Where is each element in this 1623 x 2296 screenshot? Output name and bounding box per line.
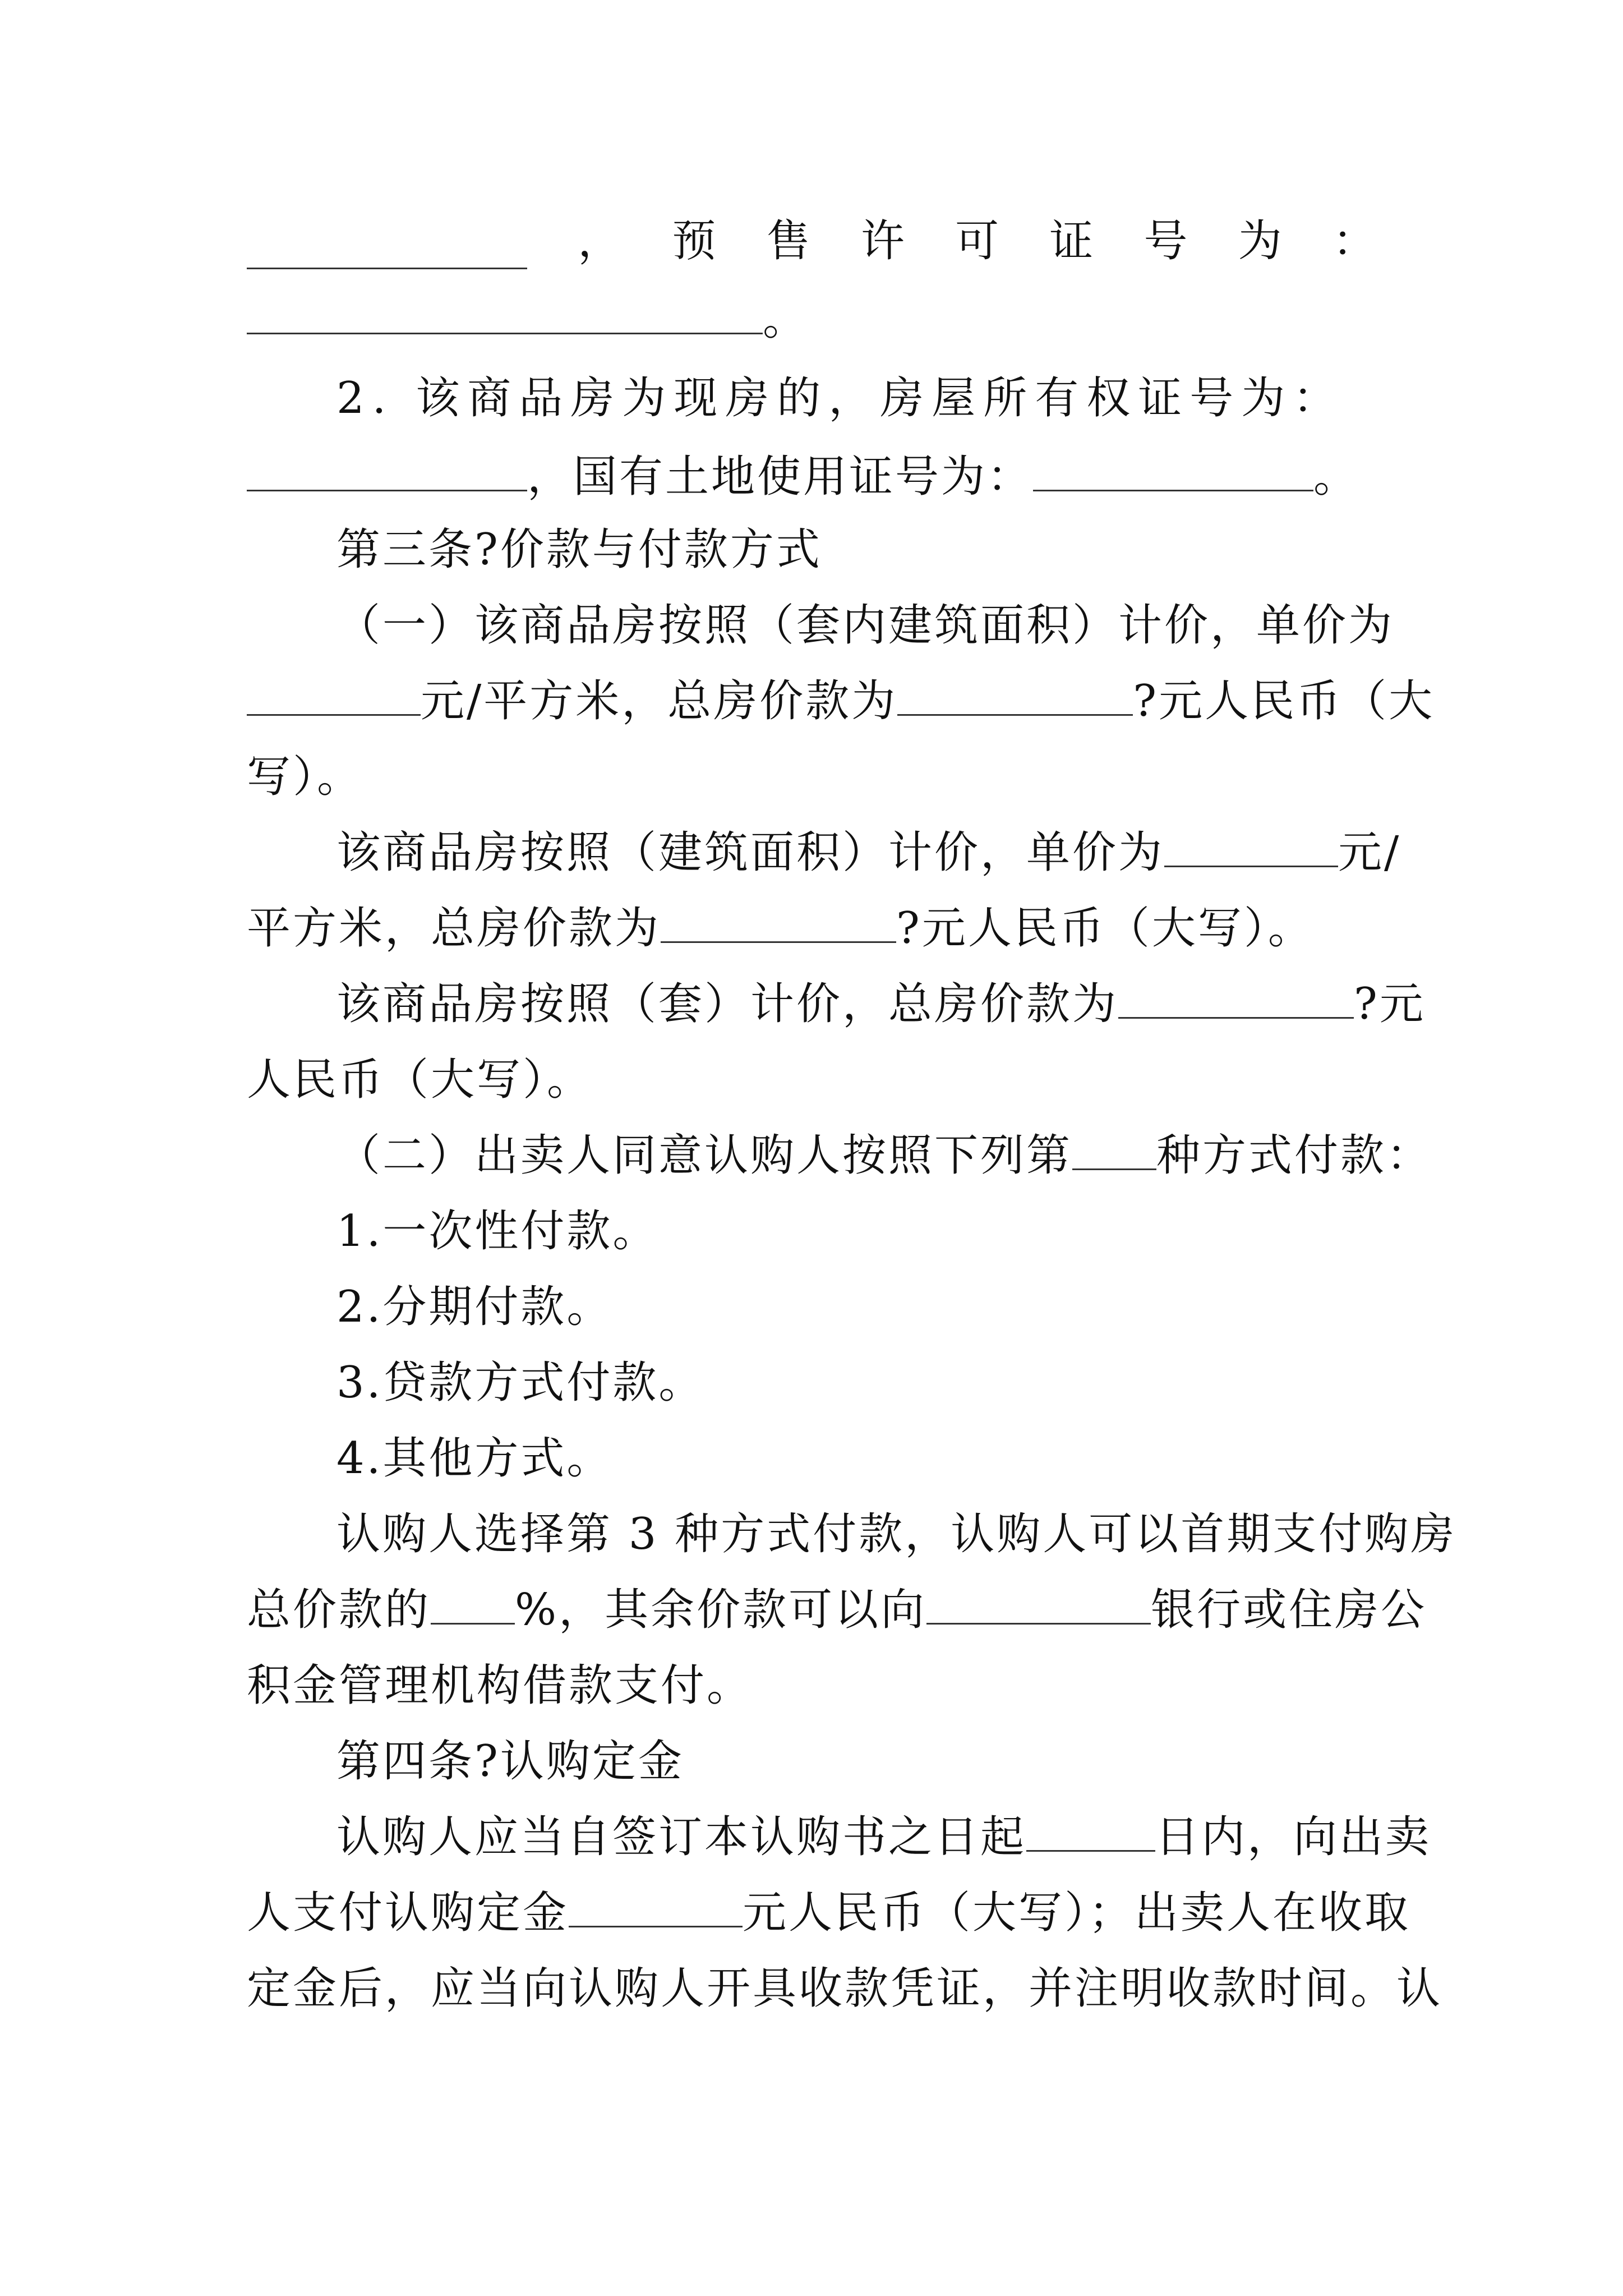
char: 号: [1144, 216, 1188, 266]
blank-field: [247, 675, 421, 716]
line-text: 积金管理机构借款支付。: [247, 1660, 753, 1711]
line-text: 认购人应当自签订本认购书之日起: [336, 1812, 1027, 1862]
blank-field: [431, 1584, 515, 1625]
text-line: [336, 1506, 1456, 1562]
line-text: 第三条?价款与付款方式: [336, 524, 822, 575]
blank-field: [926, 1584, 1151, 1625]
char: 许: [860, 216, 905, 266]
text-line: [247, 1052, 593, 1108]
line-text: 元/平方米，总房价款为: [421, 676, 898, 726]
line-text: 。: [1313, 452, 1360, 502]
line-text: （一）该商品房按照（套内建筑面积）计价，单价为: [336, 600, 1395, 651]
blank-field: [247, 228, 527, 269]
line-text: ，国有土地使用证号为：: [527, 452, 1034, 502]
char: 售: [766, 216, 810, 266]
text-line: [336, 597, 1394, 654]
text-line: [247, 1885, 1410, 1941]
blank-field: [569, 1887, 743, 1927]
blank-field: [1118, 978, 1354, 1019]
line-text: ?元人民币（大写）。: [896, 903, 1314, 954]
line-text: %，其余价款可以向: [515, 1585, 927, 1635]
char: 可: [955, 216, 999, 266]
char: 证: [1049, 216, 1094, 266]
list-item: [336, 1279, 612, 1335]
line-text: 元人民币（大写）；出卖人在收取: [743, 1888, 1411, 1938]
text-line: [247, 749, 363, 805]
text-line: [336, 825, 1401, 881]
line-text: ?元人民币（大: [1133, 676, 1435, 726]
line-text: 元/: [1338, 827, 1401, 878]
text-line: [336, 1809, 1431, 1865]
line-text: 该商品房按照（套）计价，总房价款为: [336, 979, 1119, 1029]
text-line: [336, 370, 1344, 426]
blank-field: [247, 293, 763, 334]
line-text: （二）出卖人同意认购人按照下列第: [336, 1130, 1073, 1181]
line-text: ?元: [1354, 979, 1426, 1029]
char: ：: [1332, 216, 1376, 266]
line-text: 认购人选择第 3 种方式付款，认购人可以首期支付购房: [336, 1509, 1457, 1559]
line-text: 2.分期付款。: [336, 1282, 613, 1332]
line-text: 定金后，应当向认购人开具收款凭证，并注明收款时间。认: [247, 1963, 1443, 2014]
text-line: [247, 1658, 753, 1714]
line-text: 总价款的: [247, 1585, 431, 1635]
line-text: 人民币（大写）。: [247, 1055, 593, 1105]
blank-field: [247, 450, 527, 491]
line-text: 日内，向出卖: [1155, 1812, 1432, 1862]
text-line: [247, 900, 1314, 956]
text-line: [247, 449, 1359, 505]
char: 为: [1238, 216, 1282, 266]
line-text: 该商品房按照（建筑面积）计价，单价为: [336, 827, 1165, 878]
blank-field: [1026, 1811, 1155, 1852]
text-line: [247, 1582, 1427, 1638]
line-text: 2. 该商品房为现房的，房屋所有权证号为：: [336, 373, 1345, 424]
line-text: 1.一次性付款。: [336, 1206, 659, 1257]
line-text: 。: [763, 295, 809, 345]
blank-field: [1072, 1129, 1156, 1170]
line-text: 种方式付款：: [1156, 1130, 1433, 1181]
text-line: [247, 292, 809, 348]
line-text: 写）。: [247, 752, 363, 802]
line-text: 4.其他方式。: [336, 1433, 613, 1484]
blank-field: [1033, 450, 1313, 491]
text-line: [247, 673, 1435, 729]
blank-field: [897, 675, 1133, 716]
list-item: [336, 1203, 658, 1259]
text-line: [336, 1128, 1432, 1184]
blank-field: [1164, 826, 1338, 867]
section-heading: [336, 522, 822, 578]
comma: ，: [578, 216, 622, 266]
line-text: 银行或住房公: [1151, 1585, 1427, 1635]
line-text: 人支付认购定金: [247, 1888, 569, 1938]
section-heading: [336, 1733, 684, 1789]
char: 预: [672, 216, 716, 266]
line-text: 平方米，总房价款为: [247, 903, 661, 954]
presale-permit-line: [247, 213, 1376, 269]
text-line: [247, 1961, 1442, 2017]
list-item: [336, 1430, 612, 1487]
list-item: [336, 1355, 704, 1411]
blank-field: [661, 902, 896, 943]
line-text: 3.贷款方式付款。: [336, 1358, 705, 1408]
text-line: [336, 976, 1426, 1032]
line-text: 第四条?认购定金: [336, 1736, 684, 1787]
